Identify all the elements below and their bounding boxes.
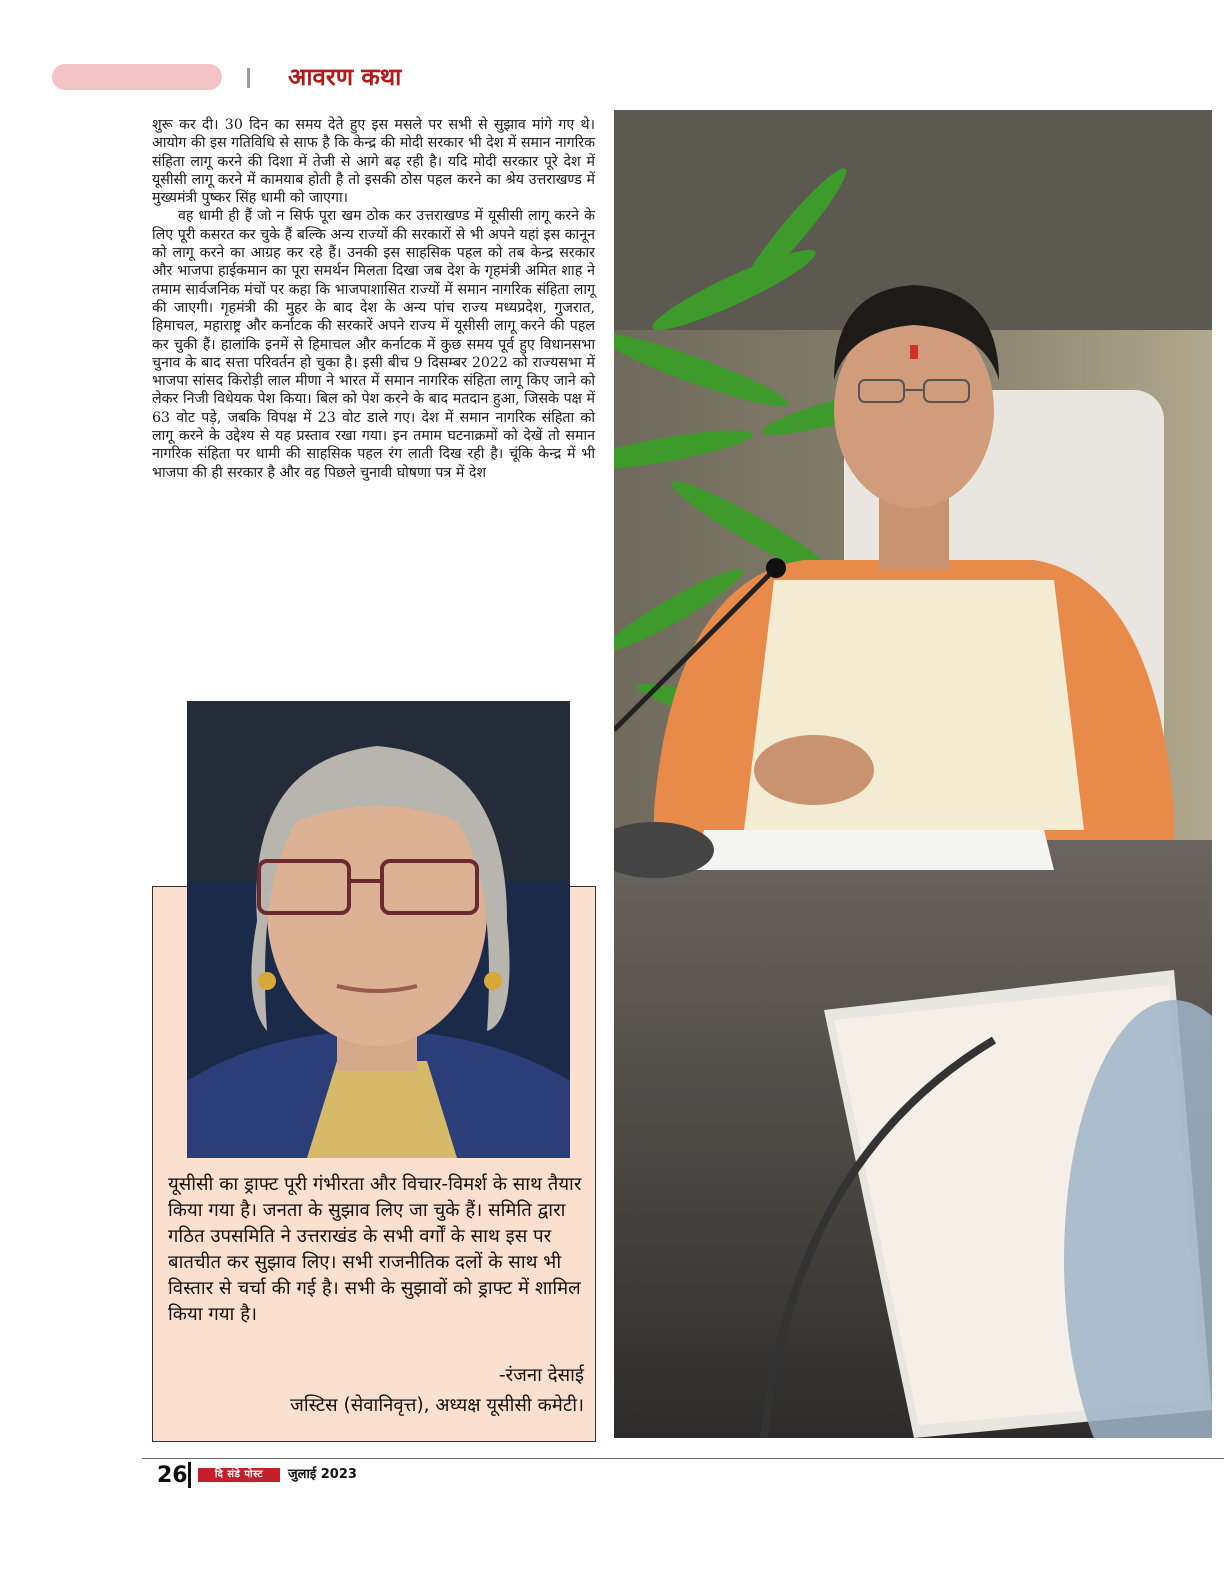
quote-author-role: जस्टिस (सेवानिवृत्त), अध्यक्ष यूसीसी कमेटी।: [290, 1395, 584, 1416]
article-paragraph: वह धामी ही हैं जो न सिर्फ पूरा खम ठोक कर उत्तराखण्ड में यूसीसी लागू करने के लिए पूरी कसरत कर चुके हैं बल्कि अन्य राज्यों की सरकारों से भी अपने यहां इस कानून को लागू करने का आग्रह कर रहे हैं। उनकी इस साहसिक पहल को तब केन्द्र सरकार और भाजपा हाईकमान का पूरा समर्थन मिलता दिखा जब देश के गृहमंत्री अमित शाह ने तमाम सार्वजनिक मंचों पर कहा कि भाजपाशासित राज्यों में समान नागरिक संहिता लागू की जाएगी। गृहमंत्री की मुहर के बाद देश के अन्य पांच राज्य मध्यप्रदेश, गुजरात, हिमाचल, महाराष्ट्र और कर्नाटक की सरकारें अपने राज्य में यूसीसी लागू करने की पहल कर चुकी हैं। हालांकि इनमें से हिमाचल और कर्नाटक में कुछ समय पूर्व हुए विधानसभा चुनाव के बाद सत्ता परिवर्तन हो चुका है। इसी बीच 9 दिसम्बर 2022 को राज्यसभा में भाजपा सांसद किरोड़ी लाल मीणा ने भारत में समान नागरिक संहिता लागू किए जाने को लेकर निजी विधेयक पेश किया। बिल को पेश करने के बाद मतदान हुआ, जिसके पक्ष में 63 वोट पड़े, जबकि विपक्ष में 23 वोट डाले गए। देश में समान नागरिक संहिता को लागू करने के उद्देश्य से यह प्रस्ताव रखा गया। इन तमाम घटनाक्रमों को देखें तो समान नागरिक संहिता पर धामी की साहसिक पहल रंग लाती दिख रही है। चूंकि केन्द्र में भी भाजपा की ही सरकार है और वह पिछले चुनावी घोषणा पत्र में देश: [152, 208, 595, 481]
header-divider: [247, 68, 250, 88]
quote-author: -रंजना देसाई: [498, 1365, 584, 1386]
inset-photo: [187, 701, 570, 1158]
publication-logo: दि संडे पोस्ट: [198, 1468, 280, 1482]
footer-separator: [188, 1462, 191, 1488]
page-number: 26: [157, 1463, 188, 1488]
footer-divider: [142, 1458, 1224, 1459]
section-title: आवरण कथा: [288, 63, 402, 91]
inset-photo-illustration: [187, 701, 570, 1158]
issue-date: जुलाई 2023: [288, 1467, 357, 1482]
quote-text: यूसीसी का ड्राफ्ट पूरी गंभीरता और विचार-विमर्श के साथ तैयार किया गया है। जनता के सुझाव लिए जा चुके हैं। समिति द्वारा गठित उपसमिति ने उत्तराखंड के सभी वर्गों के साथ इस पर बातचीत कर सुझाव लिए। सभी राजनीतिक दलों के साथ भी विस्तार से चर्चा की गई है। सभी के सुझावों को ड्राफ्ट में शामिल किया गया है।: [168, 1174, 582, 1325]
article-paragraph: शुरू कर दी। 30 दिन का समय देते हुए इस मसले पर सभी से सुझाव मांगे गए थे। आयोग की इस गतिविधि से साफ है कि केन्द्र की मोदी सरकार भी देश में समान नागरिक संहिता लागू करने की दिशा में तेजी से आगे बढ़ रही है। यदि मोदी सरकार पूरे देश में यूसीसी लागू करने में कामयाब होती है तो इसकी ठोस पहल करने का श्रेय उत्तराखण्ड में मुख्यमंत्री पुष्कर सिंह धामी को जाएगा।: [152, 117, 595, 207]
header-decor-pill: [52, 64, 222, 90]
main-photo-illustration: [614, 110, 1212, 1438]
main-photo: [614, 110, 1212, 1438]
article-body: [152, 116, 595, 482]
